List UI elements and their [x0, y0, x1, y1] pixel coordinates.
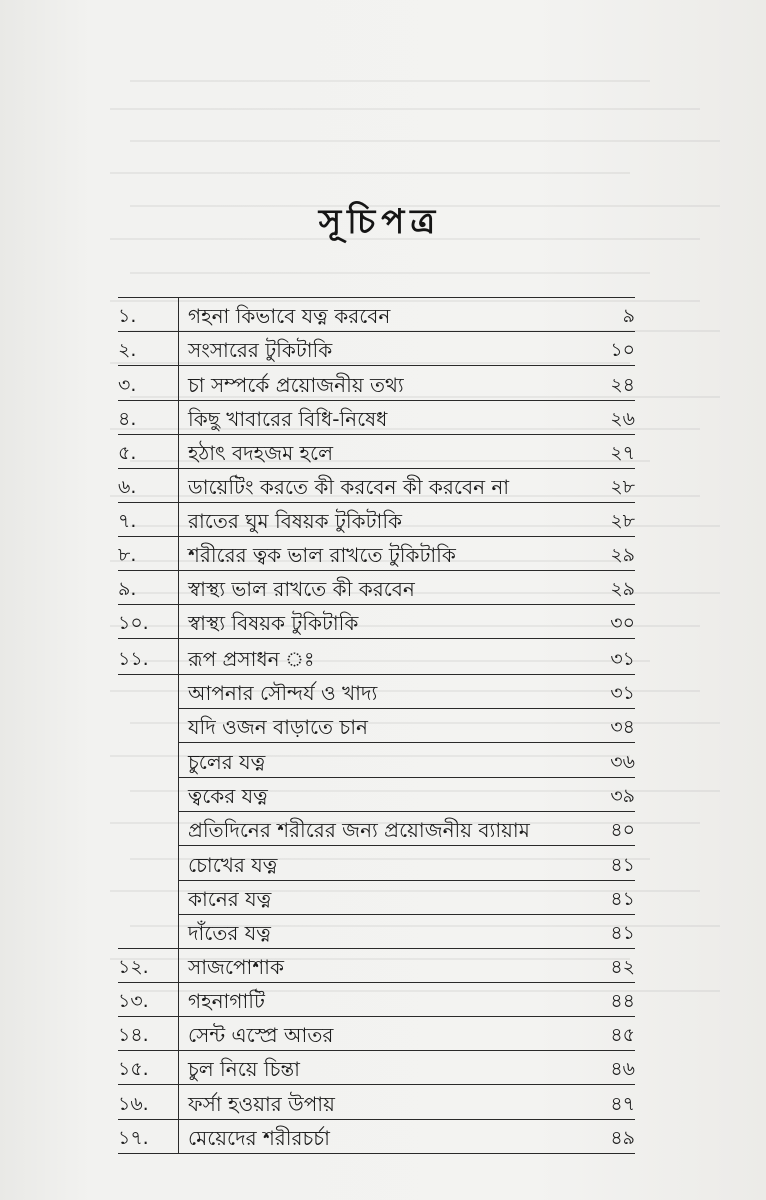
- toc-entry-page-number: ৩৪: [610, 716, 635, 738]
- toc-entry[interactable]: [0, 813, 766, 847]
- toc-entry[interactable]: [0, 1052, 766, 1086]
- toc-row-divider: [178, 914, 635, 915]
- toc-row-divider: [178, 742, 635, 743]
- toc-row-divider: [118, 400, 635, 401]
- toc-entry-page-number: ২৬: [610, 408, 635, 430]
- page-title: সূচিপত্র: [318, 202, 442, 242]
- toc-entry-title: চোখের যত্ন: [188, 853, 278, 877]
- toc-entry-page-number: ২৭: [610, 442, 635, 464]
- toc-entry-title: মেয়েদের শরীরচর্চা: [188, 1126, 330, 1150]
- toc-entry-title: প্রতিদিনের শরীরের জন্য প্রয়োজনীয় ব্যায়াম: [188, 818, 530, 842]
- toc-entry-page-number: ২৮: [610, 510, 635, 532]
- toc-entry[interactable]: [0, 1087, 766, 1121]
- toc-entry[interactable]: [0, 848, 766, 882]
- toc-row-divider: [178, 845, 635, 846]
- toc-entry-page-number: ৪৯: [610, 1127, 635, 1149]
- toc-entry[interactable]: [0, 606, 766, 640]
- toc-entry-page-number: ৪১: [610, 922, 635, 944]
- toc-entry-title: ফর্সা হওয়ার উপায়: [188, 1092, 335, 1116]
- toc-entry-title: চুল নিয়ে চিন্তা: [188, 1057, 300, 1081]
- toc-entry[interactable]: [0, 333, 766, 367]
- toc-entry[interactable]: [0, 299, 766, 333]
- toc-entry-number: ১২.: [118, 956, 149, 978]
- toc-entry-number: ৮.: [118, 544, 137, 566]
- toc-row-divider: [118, 948, 635, 949]
- toc-entry-title: রূপ প্রসাধন ঃ: [188, 647, 315, 671]
- toc-entry-page-number: ৪১: [610, 854, 635, 876]
- toc-entry-page-number: ৪৪: [610, 990, 635, 1012]
- toc-entry-page-number: ৪৫: [610, 1024, 635, 1046]
- toc-entry[interactable]: [0, 779, 766, 813]
- toc-entry-number: ৭.: [118, 510, 137, 532]
- toc-row-divider: [118, 1119, 635, 1120]
- toc-entry[interactable]: [0, 572, 766, 606]
- toc-entry-page-number: ২৮: [610, 476, 635, 498]
- toc-row-divider: [118, 1050, 635, 1051]
- toc-entry-number: ১.: [118, 305, 137, 327]
- toc-entry-number: ১০.: [118, 612, 149, 634]
- toc-row-divider: [118, 434, 635, 435]
- toc-entry[interactable]: [0, 402, 766, 436]
- toc-entry-page-number: ১০: [610, 339, 635, 361]
- toc-row-divider: [118, 982, 635, 983]
- toc-entry-title: সংসারের টুকিটাকি: [188, 338, 333, 362]
- toc-row-divider: [118, 604, 635, 605]
- toc-entry[interactable]: [0, 710, 766, 744]
- toc-entry-title: শরীরের ত্বক ভাল রাখতে টুকিটাকি: [188, 543, 456, 567]
- toc-row-divider: [118, 1153, 635, 1154]
- toc-entry-page-number: ২৪: [610, 374, 635, 396]
- toc-entry[interactable]: [0, 676, 766, 710]
- toc-entry-number: ১৩.: [118, 990, 149, 1012]
- toc-entry[interactable]: [0, 436, 766, 470]
- toc-entry[interactable]: [0, 950, 766, 984]
- toc-entry-title: দাঁতের যত্ন: [188, 921, 271, 945]
- toc-row-divider: [118, 1084, 635, 1085]
- toc-entry-number: ১৫.: [118, 1058, 149, 1080]
- toc-entry-title: হঠাৎ বদহজম হলে: [188, 441, 333, 465]
- toc-row-divider: [118, 468, 635, 469]
- toc-entry-page-number: ৪২: [610, 956, 635, 978]
- toc-entry-title: সাজপোশাক: [188, 955, 284, 979]
- toc-row-divider: [118, 674, 635, 675]
- toc-entry-page-number: ২৯: [610, 544, 635, 566]
- toc-entry-page-number: ৩১: [610, 682, 635, 704]
- toc-row-divider: [178, 880, 635, 881]
- toc-entry-number: ৫.: [118, 442, 137, 464]
- toc-entry-page-number: ৩১: [610, 648, 635, 670]
- toc-entry[interactable]: [0, 984, 766, 1018]
- toc-entry-title: ত্বকের যত্ন: [188, 784, 268, 808]
- toc-entry[interactable]: [0, 916, 766, 950]
- toc-entry-number: ৩.: [118, 374, 137, 396]
- toc-entry-number: ২.: [118, 339, 137, 361]
- toc-top-divider: [118, 297, 635, 298]
- toc-entry-page-number: ৯: [622, 305, 635, 327]
- toc-entry[interactable]: [0, 1018, 766, 1052]
- toc-entry[interactable]: [0, 470, 766, 504]
- toc-entry-number: ১১.: [118, 648, 149, 670]
- toc-entry[interactable]: [0, 642, 766, 676]
- toc-row-divider: [178, 708, 635, 709]
- toc-entry-number: ১৭.: [118, 1127, 149, 1149]
- toc-row-divider: [178, 777, 635, 778]
- toc-row-divider: [118, 536, 635, 537]
- toc-row-divider: [118, 365, 635, 366]
- toc-column-divider: [178, 297, 179, 1153]
- toc-entry-title: আপনার সৌন্দর্য ও খাদ্য: [188, 681, 378, 705]
- toc-entry-page-number: ৪০: [610, 819, 635, 841]
- toc-entry-title: ডায়েটিং করতে কী করবেন কী করবেন না: [188, 475, 510, 499]
- toc-entry[interactable]: [0, 504, 766, 538]
- toc-row-divider: [118, 638, 635, 639]
- toc-entry-title: গহনাগাটি: [188, 989, 265, 1013]
- toc-entry-page-number: ৩৯: [610, 785, 635, 807]
- toc-entry-page-number: ৩০: [610, 612, 635, 634]
- toc-entry[interactable]: [0, 538, 766, 572]
- toc-entry-title: সেন্ট এস্প্রে আতর: [188, 1023, 334, 1047]
- toc-entry-title: চা সম্পর্কে প্রয়োজনীয় তথ্য: [188, 373, 404, 397]
- toc-entry-title: যদি ওজন বাড়াতে চান: [188, 715, 368, 739]
- toc-entry-page-number: ৪১: [610, 888, 635, 910]
- toc-row-divider: [118, 570, 635, 571]
- toc-entry-number: ৬.: [118, 476, 137, 498]
- toc-entry[interactable]: [0, 1121, 766, 1155]
- toc-entry[interactable]: [0, 882, 766, 916]
- toc-entry-page-number: ৪৬: [610, 1058, 635, 1080]
- toc-entry[interactable]: [0, 745, 766, 779]
- toc-entry-number: ৯.: [118, 578, 137, 600]
- toc-entry-number: ৪.: [118, 408, 137, 430]
- toc-entry[interactable]: [0, 368, 766, 402]
- toc-entry-title: স্বাস্থ্য বিষয়ক টুকিটাকি: [188, 611, 359, 635]
- toc-entry-title: চুলের যত্ন: [188, 750, 266, 774]
- toc-entry-number: ১৪.: [118, 1024, 149, 1046]
- toc-entry-title: কানের যত্ন: [188, 887, 272, 911]
- toc-row-divider: [118, 1016, 635, 1017]
- toc-entry-title: কিছু খাবারের বিধি-নিষেধ: [188, 407, 388, 431]
- toc-entry-title: স্বাস্থ্য ভাল রাখতে কী করবেন: [188, 577, 415, 601]
- toc-entry-number: ১৬.: [118, 1093, 149, 1115]
- toc-entry-page-number: ২৯: [610, 578, 635, 600]
- toc-entry-page-number: ৪৭: [610, 1093, 635, 1115]
- toc-row-divider: [118, 502, 635, 503]
- toc-entry-title: রাতের ঘুম বিষয়ক টুকিটাকি: [188, 509, 403, 533]
- toc-row-divider: [178, 811, 635, 812]
- toc-row-divider: [118, 331, 635, 332]
- toc-entry-title: গহনা কিভাবে যত্ন করবেন: [188, 304, 391, 328]
- toc-entry-page-number: ৩৬: [610, 751, 635, 773]
